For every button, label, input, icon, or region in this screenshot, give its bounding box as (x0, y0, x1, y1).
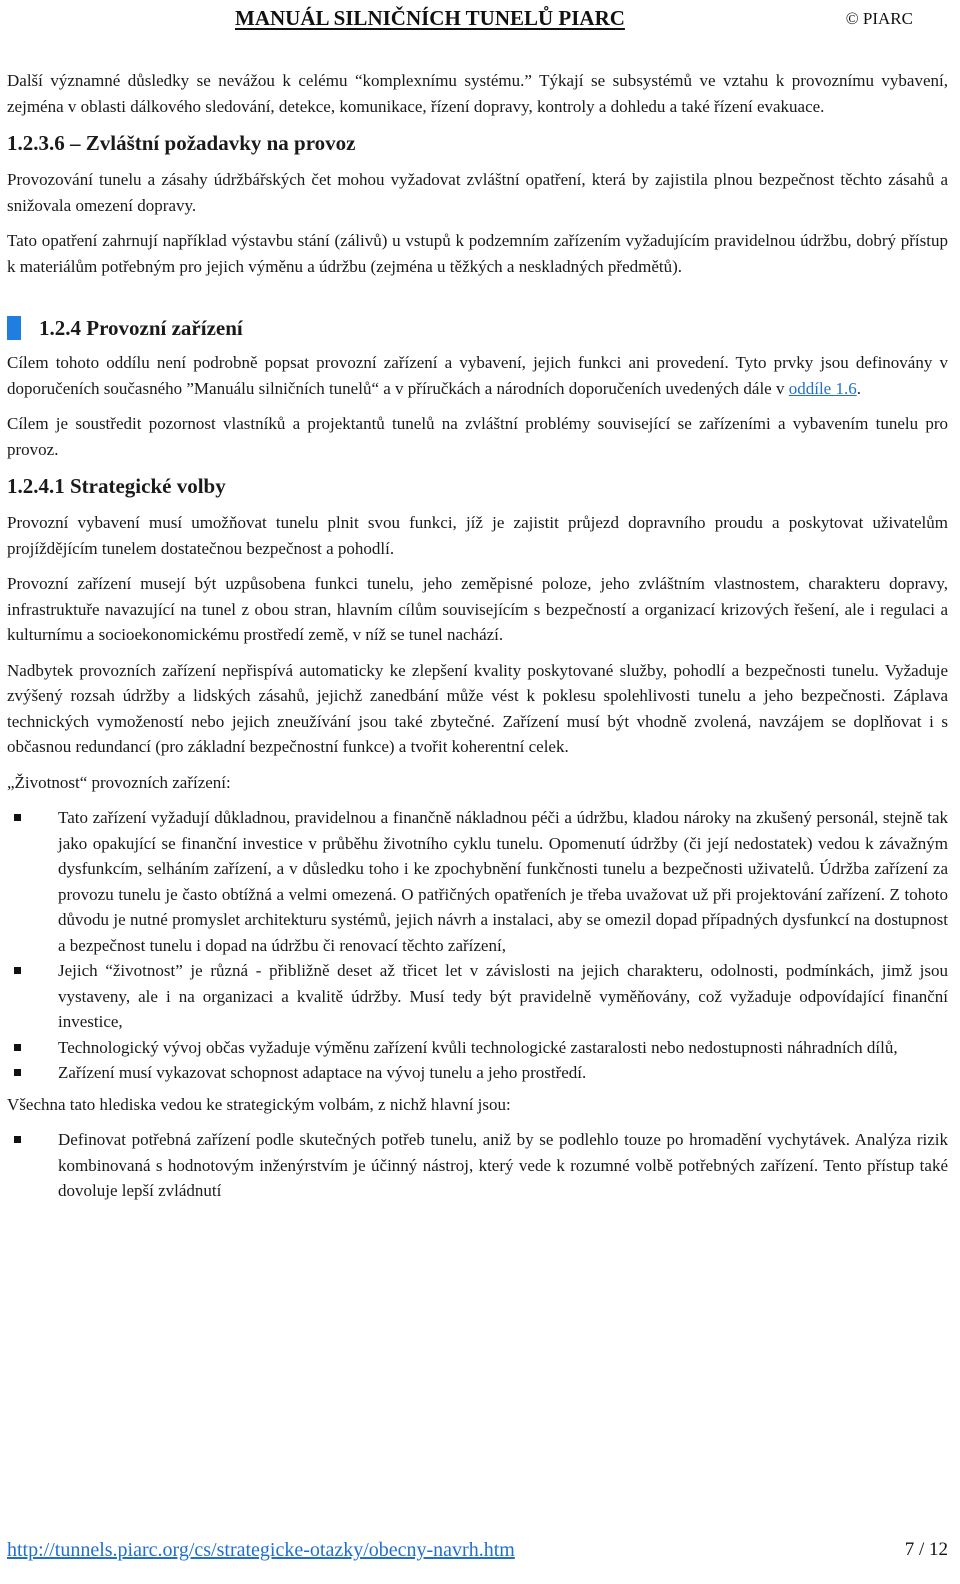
paragraph-1-2-4-b: Cílem je soustředit pozornost vlastníků a projektantů tunelů na zvláštní problémy související se zařízeními a vybavením tunelu pro provoz. (7, 414, 948, 459)
paragraph-hlediska: Všechna tato hlediska vedou ke strategickým volbám, z nichž hlavní jsou: (7, 1094, 511, 1114)
header-copyright: © PIARC (845, 9, 913, 28)
page-number: 7 / 12 (904, 1539, 948, 1560)
paragraph-1-2-4-a-text: Cílem tohoto oddílu není podrobně popsat provozní zařízení a vybavení, jejich funkci ani provedení. Tyto prvky jsou definovány v doporučeních současného ”Manuálu silničních tunelů“ a v příručkách a národních doporučeních uvedených dále v (7, 353, 948, 398)
paragraph-provoz-2: Tato opatření zahrnují například výstavbu stání (zálivů) u vstupů k podzemním zařízením vyžadujícím pravidelnou údržbu, dobrý přístup k materiálům potřebným pro jejich výměnu a údržbu (zejména u těžkých a neskladných předmětů). (7, 231, 948, 276)
paragraph-1-2-4-a-end: . (856, 378, 861, 398)
link-oddil-1-6[interactable]: oddíle 1.6 (788, 378, 857, 398)
bullet-square-icon (14, 967, 21, 974)
bullet-list-strategic-choices (7, 1127, 948, 1204)
list-item-text: Definovat potřebná zařízení podle skutečných potřeb tunelu, aniž by se podlehlo touze po hromadění vychytávek. Analýza rizik kombinovaná s hodnotovým inženýrstvím je účinný nástroj, který vede k rozumné volbě potřebných zařízení. Tento přístup také dovoluje lepší zvládnutí (58, 1130, 948, 1200)
page-header (7, 4, 948, 34)
bullet-list-zivotnost (7, 805, 948, 1086)
bullet-square-icon (14, 814, 21, 821)
paragraph-provoz-1: Provozování tunelu a zásahy údržbářských čet mohou vyžadovat zvláštní opatření, která by zajistila plnou bezpečnost těchto zásahů a snižovala omezení dopravy. (7, 170, 948, 215)
paragraph-strategic-2: Provozní zařízení musejí být uzpůsobena funkci tunelu, jeho zeměpisné poloze, jeho zvláštním vlastnostem, charakteru dopravy, infrastruktuře navazující na tunel z obou stran, hlavním cílům souvisejícím s bezpečností a organizací krizových řešení, ale i regulaci a kulturnímu a socioekonomickému prostředí země, v níž se tunel nachází. (7, 574, 948, 644)
header-title: MANUÁL SILNIČNÍCH TUNELŮ PIARC (235, 6, 625, 30)
list-item (7, 1127, 948, 1204)
bullet-square-icon (14, 1044, 21, 1051)
section-marker (7, 316, 21, 340)
footer-url-link[interactable]: http://tunnels.piarc.org/cs/strategicke-otazky/obecny-navrh.htm (7, 1539, 515, 1561)
paragraph-strategic-3: Nadbytek provozních zařízení nepřispívá automaticky ke zlepšení kvality poskytované služby, pohodlí a bezpečnosti tunelu. Vyžaduje zvýšený rozsah údržby a lidských zásahů, jejichž zanedbání může vést k poklesu spolehlivosti tunelu a jeho bezpečnosti. Záplava technických vymožeností nebo jejich zneužívání jsou také zbytečné. Zařízení musí být vhodně zvolená, navzájem se doplňovat i s občasnou redundancí (pro základní bezpečnostní funkce) a tvořit koherentní celek. (7, 660, 948, 756)
heading-1-2-3-6: 1.2.3.6 – Zvláštní požadavky na provoz (7, 131, 356, 155)
page-footer (7, 1537, 948, 1563)
list-item (7, 958, 948, 1035)
list-item (7, 1035, 948, 1061)
paragraph-strategic-1: Provozní vybavení musí umožňovat tunelu plnit svou funkci, jíž je zajistit průjezd dopravního proudu a poskytovat uživatelům projíždějícím tunelem dostatečnou bezpečnost a pohodlí. (7, 513, 948, 558)
paragraph-1-2-4-a (7, 350, 948, 401)
list-item (7, 1060, 948, 1086)
heading-1-2-4-label: 1.2.4 Provozní zařízení (39, 316, 243, 340)
paragraph-zivotnost: „Životnost“ provozních zařízení: (7, 772, 231, 792)
list-item-text: Technologický vývoj občas vyžaduje výměnu zařízení kvůli technologické zastaralosti nebo nedostupnosti náhradních dílů, (58, 1037, 898, 1057)
list-item-text: Zařízení musí vykazovat schopnost adaptace na vývoj tunelu a jeho prostředí. (58, 1063, 587, 1082)
paragraph-intro: Další významné důsledky se nevážou k celému “komplexnímu systému.” Týkají se subsystémů ve vztahu k provoznímu vybavení, zejména v oblasti dálkového sledování, detekce, komunikace, řízení dopravy, kontroly a dohledu a také řízení evakuace. (7, 71, 948, 116)
list-item-text: Jejich “životnost” je různá - přibližně deset až třicet let v závislosti na jejich charakteru, odolnosti, podmínkách, jimž jsou vystaveny, ale i na organizaci a kvalitě údržby. Musí tedy být pravidelně vyměňovány, což vyžaduje odpovídající finanční investice, (58, 961, 948, 1031)
document-content (7, 68, 948, 1210)
heading-1-2-4 (7, 314, 948, 342)
list-item-text: Tato zařízení vyžadují důkladnou, pravidelnou a finančně nákladnou péči a údržbu, kladou nároky na zkušený personál, stejně tak jako opakující se finanční investice v průběhu životního cyklu tunelu. Opomenutí údržby (či její nedostatek) vedou k závažným dysfunkcím, selháním zařízení, a v důsledku toho i ke zpochybnění funkčnosti tunelu a bezpečnosti uživatelů. Údržba zařízení za provozu tunelu je často obtížná a velmi omezená. O patřičných opatřeních je třeba uvažovat už při projektování zařízení. Z tohoto důvodu je nutné promyslet architekturu systémů, jejich návrh a instalaci, aby se omezil dopad případných dysfunkcí na dostupnost a bezpečnost tunelu i dopad na údržbu či renovací těchto zařízení, (58, 808, 948, 955)
heading-1-2-4-1: 1.2.4.1 Strategické volby (7, 474, 226, 498)
list-item (7, 805, 948, 958)
bullet-square-icon (14, 1069, 21, 1076)
bullet-square-icon (14, 1136, 21, 1143)
